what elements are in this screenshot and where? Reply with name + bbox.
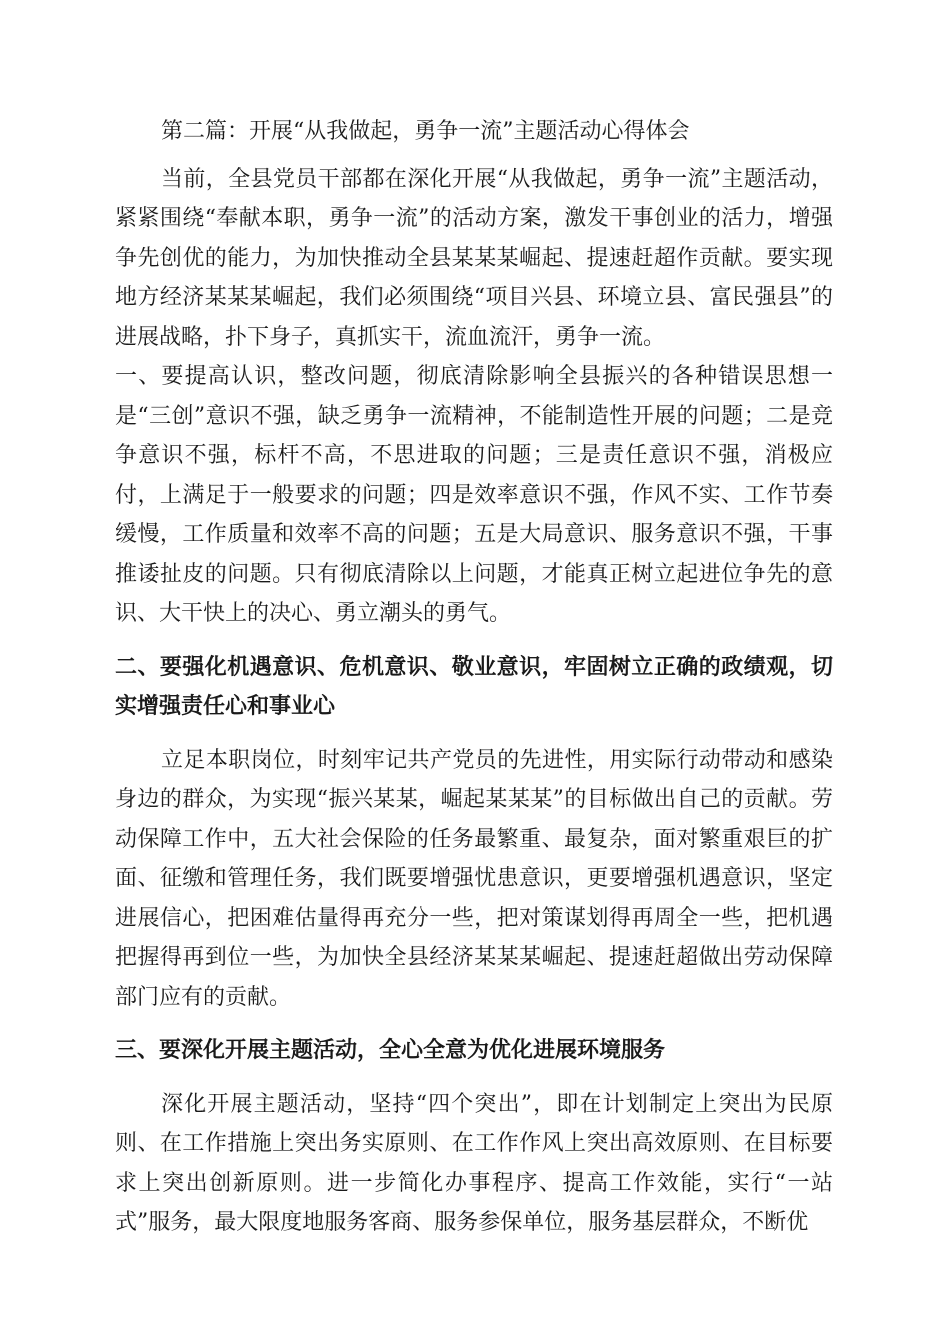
section-3-heading: 三、要深化开展主题活动，全心全意为优化进展环境服务 [115, 1038, 666, 1063]
section-2-paragraph: 立足本职岗位，时刻牢记共产党员的先进性，用实际行动带动和感染身边的群众，为实现“振兴某某，崛起某某某”的目标做出自己的贡献。劳动保障工作中，五大社会保险的任务最繁重、最复杂，面对繁重艰巨的扩面、征缴和管理任务，我们既要增强忧患意识，更要增强机遇意识，坚定进展信心，把困难估量得再充分一些，把对策谋划得再周全一些，把机遇把握得再到位一些，为加快全县经济某某某崛起、提速赶超做出劳动保障部门应有的贡献。 [115, 747, 833, 1010]
section-3-paragraph: 深化开展主题活动，坚持“四个突出”，即在计划制定上突出为民原则、在工作措施上突出务实原则、在工作作风上突出高效原则、在目标要求上突出创新原则。进一步简化办事程序、提高工作效能，实行“一站式”服务，最大限度地服务客商、服务参保单位，服务基层群众，不断优 [115, 1091, 833, 1235]
section-2-heading: 二、要强化机遇意识、危机意识、敬业意识，牢固树立正确的政绩观，切实增强责任心和事业心 [115, 654, 833, 719]
document-title: 第二篇：开展“从我做起，勇争一流”主题活动心得体会 [161, 119, 690, 144]
section-1-paragraph: 一、要提高认识，整改问题，彻底清除影响全县振兴的各种错误思想一是“三创”意识不强，缺乏勇争一流精神，不能制造性开展的问题；二是竞争意识不强，标杆不高，不思进取的问题；三是责任意识不强，消极应付，上满足于一般要求的问题；四是效率意识不强，作风不实、工作节奏缓慢，工作质量和效率不高的问题；五是大局意识、服务意识不强，干事推诿扯皮的问题。只有彻底清除以上问题，才能真正树立起进位争先的意识、大干快上的决心、勇立潮头的勇气。 [115, 364, 833, 626]
intro-paragraph: 当前，全县党员干部都在深化开展“从我做起，勇争一流”主题活动，紧紧围绕“奉献本职，勇争一流”的活动方案，激发干事创业的活力，增强争先创优的能力，为加快推动全县某某某崛起、提速赶超作贡献。要实现地方经济某某某崛起，我们必须围绕“项目兴县、环境立县、富民强县”的进展战略，扑下身子，真抓实干，流血流汗，勇争一流。 [115, 166, 833, 350]
document-page [115, 112, 833, 1243]
